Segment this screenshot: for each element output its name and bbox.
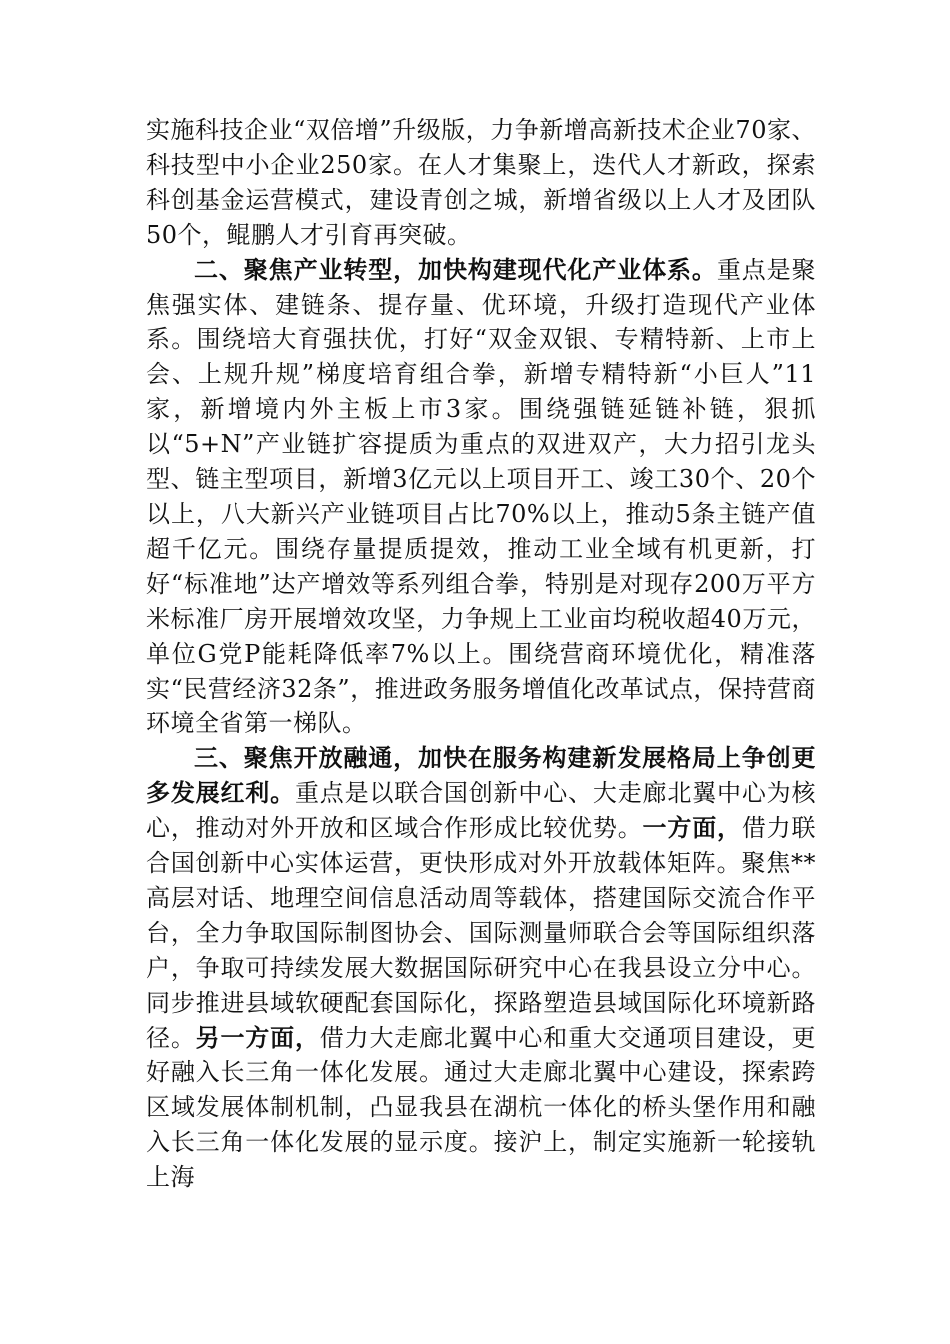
section-heading-3: 三、聚焦开放融通，加快在服务构建新发展格局上争创更多发展红利。 <box>146 744 816 808</box>
emphasis-other-hand: 另一方面， <box>195 1023 320 1052</box>
paragraph-3 <box>146 741 816 1195</box>
section-heading-2: 二、聚焦产业转型，加快构建现代化产业体系。 <box>194 255 717 284</box>
paragraph-2 <box>146 253 816 742</box>
paragraph-3-text-b: 借力联合国创新中心实体运营，更快形成对外开放载体矩阵。聚焦**高层对话、地理空间信息活动周等载体，搭建国际交流合作平台，全力争取国际制图协会、国际测量师联合会等国际组织落户，争取可持续发展大数据国际研究中心在我县设立分中心。同步推进县域软硬配套国际化，探路塑造县域国际化环境新路径。 <box>146 814 817 1052</box>
paragraph-3-text-a: 重点是以联合国创新中心、大走廊北翼中心为核心，推动对外开放和区域合作形成比较优势。 <box>146 779 817 843</box>
paragraph-3-text-c: 借力大走廊北翼中心和重大交通项目建设，更好融入长三角一体化发展。通过大走廊北翼中心建设，探索跨区域发展体制机制，凸显我县在湖杭一体化的桥头堡作用和融入长三角一体化发展的显示度。接沪上，制定实施新一轮接轨上海 <box>146 1023 817 1192</box>
paragraph-1 <box>146 113 816 253</box>
emphasis-one-hand: 一方面， <box>642 814 742 843</box>
document-page <box>146 113 816 1195</box>
paragraph-1-text: 实施科技企业“双倍增”升级版，力争新增高新技术企业70家、科技型中小企业250家。在人才集聚上，迭代人才新政，探索科创基金运营模式，建设青创之城，新增省级以上人才及团队50个，鲲鹏人才引育再突破。 <box>146 116 816 249</box>
paragraph-2-text: 重点是聚焦强实体、建链条、提存量、优环境，升级打造现代产业体系。围绕培大育强扶优，打好“双金双银、专精特新、上市上会、上规升规”梯度培育组合拳，新增专精特新“小巨人”11家，新增境内外主板上市3家。围绕强链延链补链，狠抓以“5+N”产业链扩容提质为重点的双进双产，大力招引龙头型、链主型项目，新增3亿元以上项目开工、竣工30个、20个以上，八大新兴产业链项目占比70%以上，推动5条主链产值超千亿元。围绕存量提质提效，推动工业全域有机更新，打好“标准地”达产增效等系列组合拳，特别是对现存200万平方米标准厂房开展增效攻坚，力争规上工业亩均税收超40万元，单位G党P能耗降低率7%以上。围绕营商环境优化，精准落实“民营经济32条”，推进政务服务增值化改革试点，保持营商环境全省第一梯队。 <box>146 255 816 738</box>
